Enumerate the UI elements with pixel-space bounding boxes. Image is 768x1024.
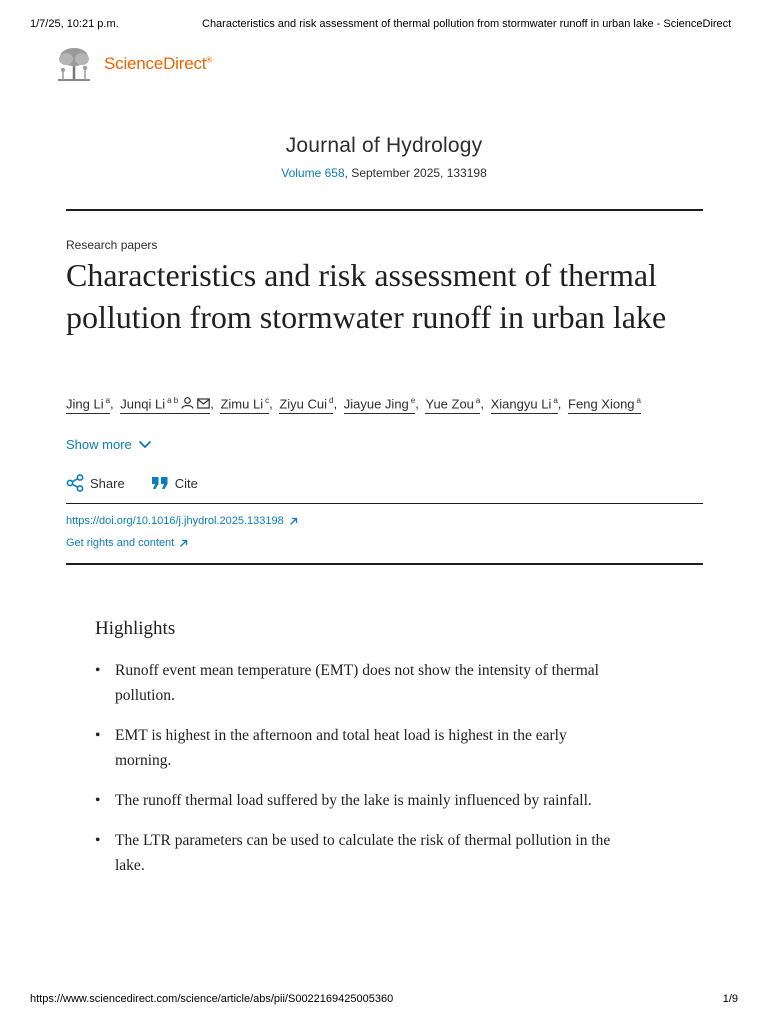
highlights-heading: Highlights: [95, 618, 176, 639]
article-type: Research papers: [66, 238, 158, 252]
person-icon: [181, 397, 194, 409]
divider-actions: [66, 503, 703, 504]
article-actions: [66, 474, 224, 492]
highlight-item: • The LTR parameters can be used to calculate the risk of thermal pollution in the lake.: [95, 832, 611, 874]
share-icon: [66, 474, 84, 492]
issue-details: , September 2025, 133198: [344, 166, 487, 180]
cite-label: Cite: [174, 475, 198, 491]
rights-link[interactable]: [66, 537, 188, 549]
doi-text: https://doi.org/10.1016/j.jhydrol.2025.133198: [66, 515, 284, 527]
print-page-number: 1/9: [722, 993, 738, 1005]
share-label: Share: [90, 475, 125, 491]
print-doc-title: Characteristics and risk assessment of thermal pollution from stormwater runoff in urban lake - ScienceDirect: [202, 18, 732, 30]
issue-info: [0, 166, 768, 180]
show-more-label: Show more: [66, 437, 132, 452]
highlight-item: • The runoff thermal load suffered by the lake is mainly influenced by rainfall.: [95, 792, 592, 809]
rights-text: Get rights and content: [66, 537, 175, 549]
doi-link[interactable]: [66, 515, 298, 527]
print-datetime: 1/7/25, 10:21 p.m.: [30, 18, 119, 30]
external-link-icon: [289, 517, 298, 526]
author-link-corresponding[interactable]: Junqi Li $^{a b}$: [120, 396, 210, 414]
highlights-section: [95, 618, 615, 893]
quote-icon: [151, 475, 169, 491]
author-link[interactable]: Jiayue Jing $^e$: [344, 396, 416, 414]
highlight-item: • Runoff event mean temperature (EMT) does not show the intensity of thermal pollution.: [95, 662, 599, 704]
envelope-icon: [197, 398, 210, 409]
volume-link[interactable]: Volume 658: [281, 166, 345, 180]
chevron-down-icon: [138, 440, 152, 449]
highlight-item: • EMT is highest in the afternoon and total heat load is highest in the early morning.: [95, 727, 567, 769]
show-more-button[interactable]: [66, 437, 152, 452]
share-button[interactable]: [66, 474, 125, 492]
print-url: https://www.sciencedirect.com/science/article/abs/pii/S0022169425005360: [30, 993, 394, 1005]
brand-name: ScienceDirect®: [104, 54, 212, 73]
journal-title[interactable]: Journal of Hydrology: [285, 134, 483, 157]
author-link[interactable]: Xiangyu Li $^a$: [491, 396, 558, 414]
sciencedirect-logo[interactable]: [52, 44, 212, 84]
author-link[interactable]: Zimu Li $^c$: [220, 396, 269, 414]
external-link-icon: [179, 539, 188, 548]
author-link[interactable]: Feng Xiong $^a$: [568, 396, 641, 414]
author-link[interactable]: Ziyu Cui $^d$: [279, 396, 333, 414]
author-link[interactable]: Yue Zou $^a$: [425, 396, 480, 414]
author-link[interactable]: Jing Li $^a$: [66, 396, 110, 414]
divider-bottom: [66, 563, 703, 565]
divider-top: [66, 209, 703, 211]
elsevier-tree-icon: [52, 44, 96, 84]
article-title: Characteristics and risk assessment of thermal pollution from stormwater runoff in urban lake: [66, 257, 667, 335]
highlights-list: [95, 658, 615, 878]
author-list: Jing Li $^a$, Junqi Li $^{a b}$ , Zimu Li $^c$, Ziyu Cui $^d$, Jiayue Jing $^e$, Yue Zou $^a$, Xiangyu Li $^a$, Feng Xiong $^a$: [66, 396, 716, 414]
cite-button[interactable]: [151, 475, 198, 491]
